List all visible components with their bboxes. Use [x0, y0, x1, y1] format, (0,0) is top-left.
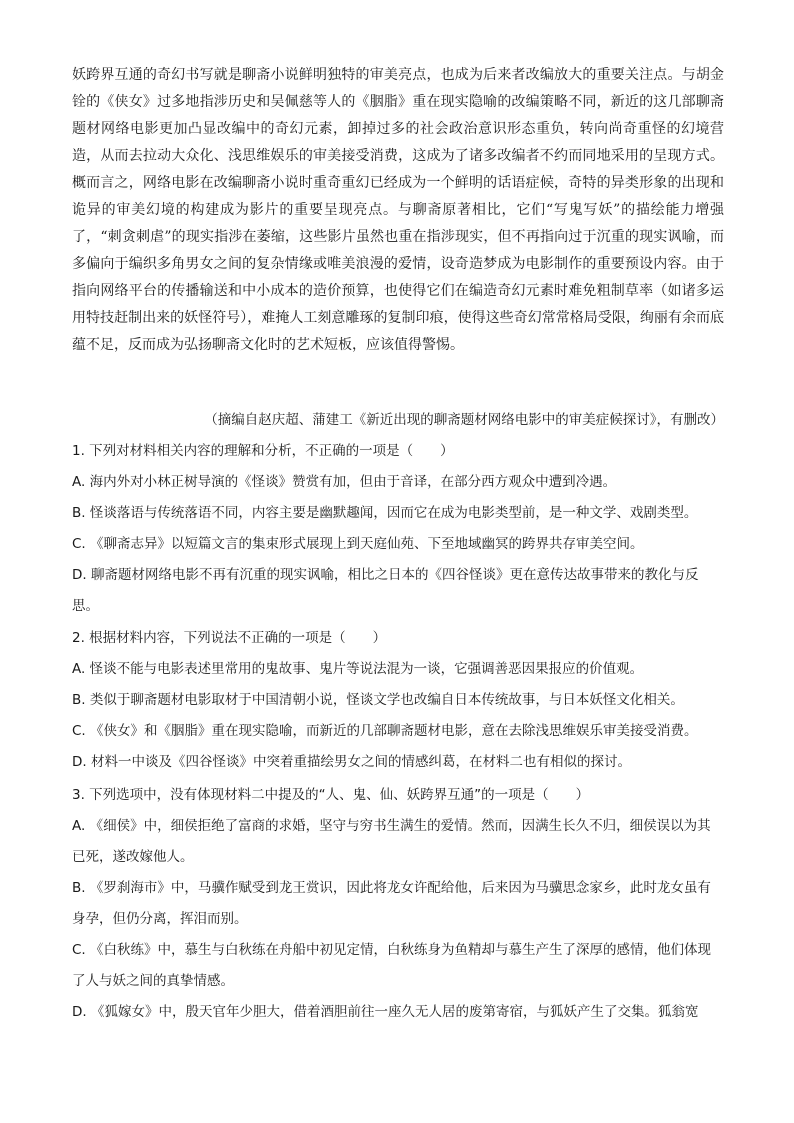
- option-d: D. 《狐嫁女》中，殷天官年少胆大，借着酒胆前往一座久无人居的废第寄宿，与狐妖产生了交集。狐翁宽: [72, 1004, 699, 1020]
- question-stem: 2. 根据材料内容，下列说法不正确的一项是（ ）: [72, 630, 387, 646]
- question-1: [72, 436, 724, 622]
- option-b: B. 类似于聊斋题材电影取材于中国清朝小说，怪谈文学也改编自日本传统故事，与日本妖怪文化相关。: [72, 692, 684, 708]
- option-a: A. 《细侯》中，细侯拒绝了富商的求婚，坚守与穷书生满生的爱情。然而，因满生长久不归，细侯误以为其已死，遂改嫁他人。: [72, 818, 711, 865]
- option-d: D. 材料一中谈及《四谷怪谈》中突着重描绘男女之间的情感纠葛，在材料二也有相似的探讨。: [72, 754, 631, 770]
- option-c: C. 《聊斋志异》以短篇文言的集束形式展现上到天庭仙苑、下至地域幽冥的跨界共存审美空间。: [72, 536, 644, 552]
- option-d: D. 聊斋题材网络电影不再有沉重的现实讽喻，相比之日本的《四谷怪谈》更在意传达故事带来的教化与反思。: [72, 567, 699, 614]
- option-a: A. 怪谈不能与电影表述里常用的鬼故事、鬼片等说法混为一谈，它强调善恶因果报应的价值观。: [72, 661, 644, 677]
- passage-paragraph: 妖跨界互通的奇幻书写就是聊斋小说鲜明独特的审美亮点，也成为后来者改编放大的重要关注点。与胡金铨的《侠女》过多地指涉历史和吴佩慈等人的《胭脂》重在现实隐喻的改编策略不同，新近的这几部聊斋题材网络电影更加凸显改编中的奇幻元素，卸掉过多的社会政治意识形态重负，转向尚奇重怪的幻境营造，从而去拉动大众化、浅思维娱乐的审美接受消费，这成为了诸多改编者不约而同地采用的呈现方式。概而言之，网络电影在改编聊斋小说时重奇重幻已经成为一个鲜明的话语症候，奇特的异类形象的出现和诡异的审美幻境的构建成为影片的重要呈现亮点。与聊斋原著相比，它们“写鬼写妖”的描绘能力增强了，“刺贪刺虐”的现实指涉在萎缩，这些影片虽然也重在指涉现实，但不再指向过于沉重的现实讽喻，而多偏向于编织多角男女之间的复杂情缘或唯美浪漫的爱情，设奇造梦成为电影制作的重要预设内容。由于指向网络平台的传播输送和中小成本的造价预算，也使得它们在编造奇幻元素时难免粗制草率（如诸多运用特技赶制出来的妖怪符号），难掩人工刻意雕琢的复制印痕，使得这些奇幻常常格局受限，绚丽有余而底蕴不足，反而成为弘扬聊斋文化时的艺术短板，应该值得警惕。: [72, 67, 724, 353]
- option-b: B. 怪谈落语与传统落语不同，内容主要是幽默趣闻，因而它在成为电影类型前，是一种文学、戏剧类型。: [72, 505, 698, 521]
- question-stem: 3. 下列选项中，没有体现材料二中提及的“人、鬼、仙、妖跨界互通”的一项是（ ）: [72, 787, 590, 803]
- option-c: C. 《侠女》和《胭脂》重在现实隐喻，而新近的几部聊斋题材电影，意在去除浅思维娱乐审美接受消费。: [72, 723, 698, 739]
- option-a: A. 海内外对小林正树导演的《怪谈》赞赏有加，但由于音译，在部分西方观众中遭到冷遇。: [72, 474, 617, 490]
- question-2: [72, 623, 724, 778]
- question-stem: 1. 下列对材料相关内容的理解和分析，不正确的一项是（ ）: [72, 443, 454, 459]
- question-3: [72, 780, 724, 1028]
- option-b: B. 《罗刹海市》中，马骥作赋受到龙王赏识，因此将龙女许配给他，后来因为马骥思念家乡，此时龙女虽有身孕，但仍分离，挥泪而别。: [72, 880, 711, 927]
- passage-text: [72, 62, 724, 359]
- source-citation: （摘编自赵庆超、蒲建工《新近出现的聊斋题材网络电影中的审美症候探讨》，有删改）: [204, 412, 724, 428]
- option-c: C. 《白秋练》中，慕生与白秋练在舟船中初见定情，白秋练身为鱼精却与慕生产生了深厚的感情，他们体现了人与妖之间的真挚情感。: [72, 942, 712, 989]
